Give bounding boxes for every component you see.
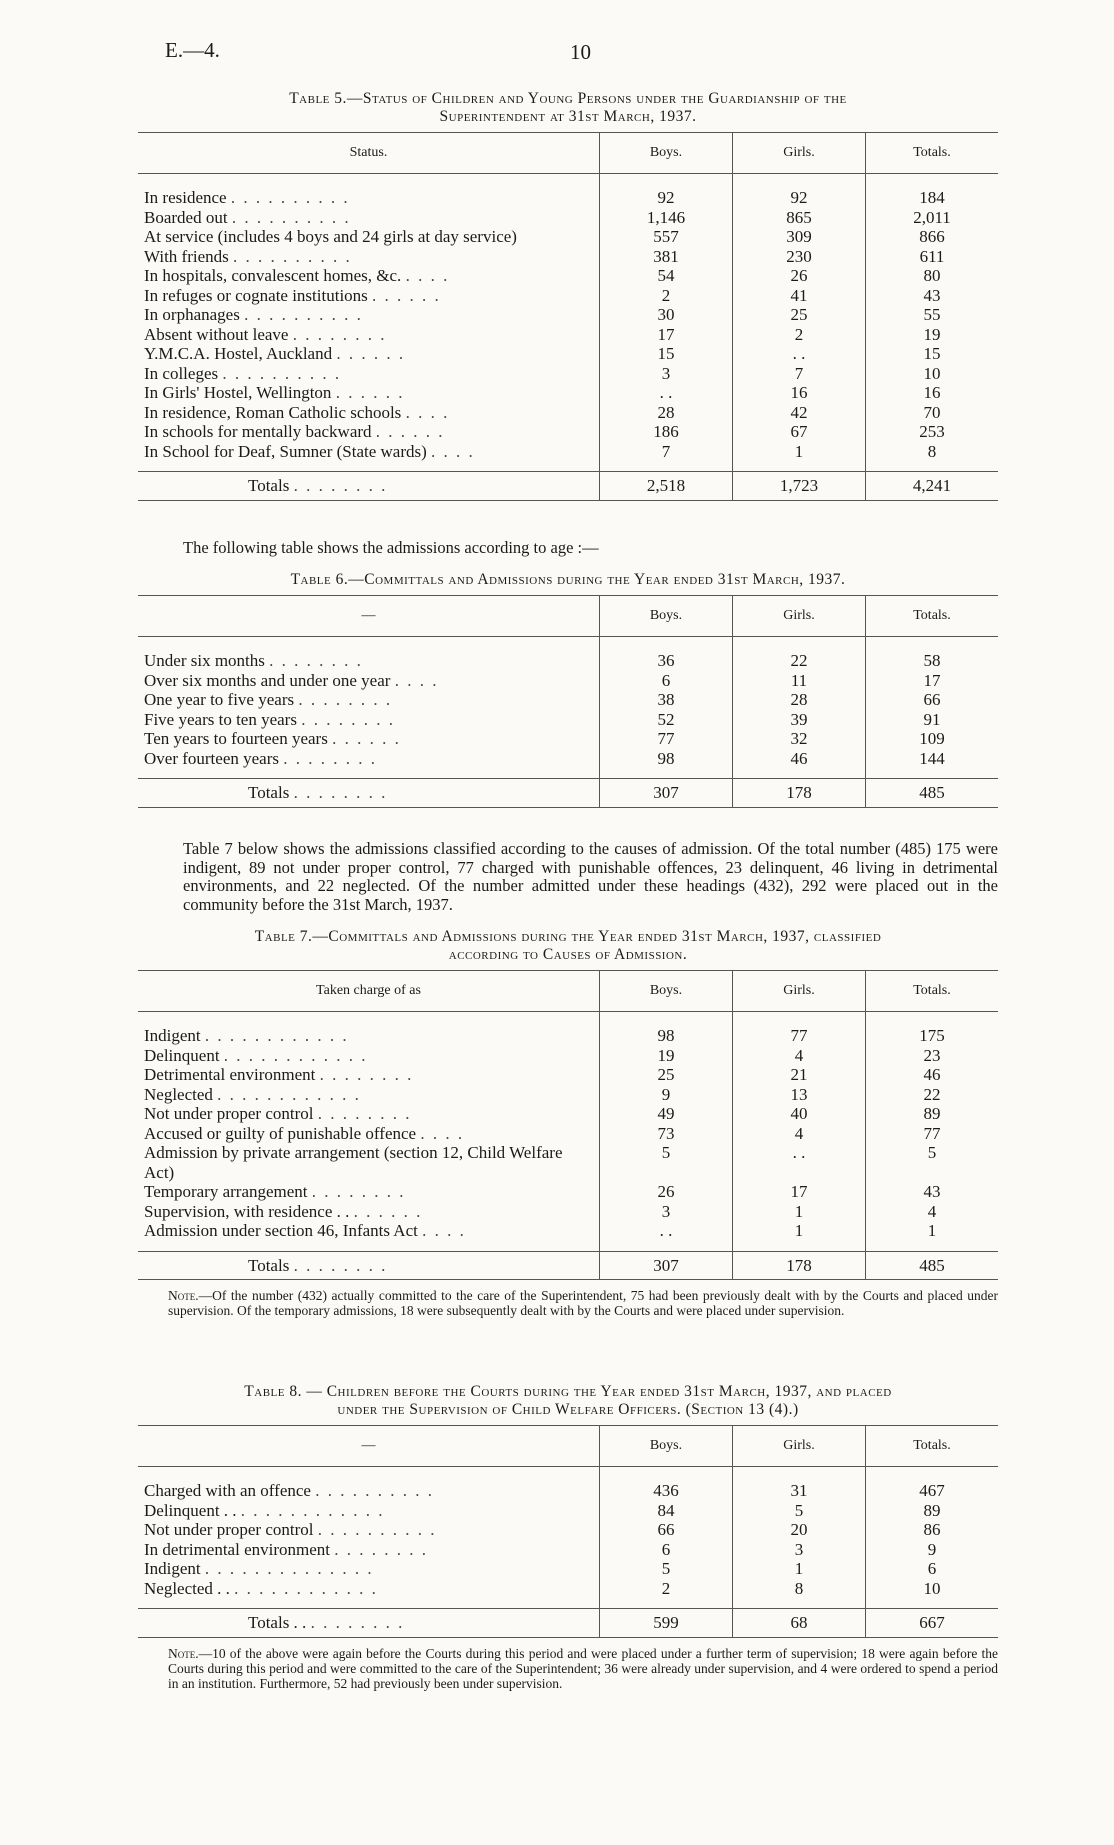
- table-row: [138, 1579, 998, 1609]
- boys-cell: 28: [600, 403, 733, 423]
- table-7-note: Note.—Of the number (432) actually committed to the care of the Superintendent, 75 had been previously dealt with by the Courts and placed under supervision. Of the temporary admissions, 18 were subsequently dealt with by the Courts and were placed under supervision.: [168, 1288, 998, 1318]
- row-label-cell: In residence . . . . . . . . . .: [144, 188, 350, 207]
- table-row: [138, 174, 998, 208]
- table-8-section: [138, 1383, 998, 1691]
- girls-cell: 41: [733, 286, 866, 306]
- leader-dots: . . . . . . . .: [293, 783, 388, 802]
- girls-cell: 7: [733, 364, 866, 384]
- row-label-cell: At service (includes 4 boys and 24 girls at day service): [144, 227, 517, 246]
- boys-cell: 381: [600, 247, 733, 267]
- leader-dots: . . . . . . . .: [293, 1255, 388, 1275]
- column-header: Boys.: [600, 1426, 733, 1467]
- row-label-cell: Admission under section 46, Infants Act . . . .: [144, 1221, 466, 1240]
- row-label-cell: Indigent . . . . . . . . . . . . . .: [144, 1559, 374, 1578]
- boys-cell: 1,146: [600, 208, 733, 228]
- table-8-note: Note.—10 of the above were again before the Courts during this period and were placed under a further term of supervision; 18 were again before the Courts during this period and were committed to the care of the Superintendent; 36 were already under supervision, and 4 were ordered to spend a period in an institution. Furthermore, 52 had previously been under supervision.: [168, 1645, 998, 1691]
- totals-cell: 19: [866, 325, 999, 345]
- boys-cell: 52: [600, 710, 733, 730]
- totals-cell: 77: [866, 1124, 999, 1144]
- leader-dots: . . . .: [422, 1221, 466, 1240]
- boys-total: 599: [600, 1609, 733, 1638]
- column-header: Boys.: [600, 596, 733, 637]
- leader-dots: . . . . . . . . . .: [222, 363, 342, 383]
- column-header: Totals.: [866, 133, 999, 174]
- table-row: [138, 1221, 998, 1251]
- girls-cell: 46: [733, 749, 866, 779]
- totals-cell: 89: [866, 1501, 999, 1521]
- page-number: 10: [570, 40, 591, 64]
- boys-cell: 54: [600, 266, 733, 286]
- leader-dots: . . . .: [405, 266, 450, 285]
- row-label-cell: Over fourteen years . . . . . . . .: [144, 748, 377, 768]
- leader-dots: . . . . . .: [353, 1201, 423, 1221]
- boys-cell: 2: [600, 1579, 733, 1609]
- table-5-caption: Table 5.—Status of Children and Young Persons under the Guardianship of the Superintendent at 31st March, 1937.: [289, 90, 847, 125]
- table-header-row: [138, 971, 998, 1012]
- row-label-cell: Not under proper control . . . . . . . .: [144, 1104, 412, 1123]
- boys-cell: 66: [600, 1520, 733, 1540]
- table-5-section: [138, 90, 998, 501]
- boys-cell: 73: [600, 1124, 733, 1144]
- girls-cell: 32: [733, 729, 866, 749]
- girls-cell: 42: [733, 403, 866, 423]
- row-label-cell: In residence, Roman Catholic schools . . . .: [144, 402, 450, 422]
- row-label-cell: In refuges or cognate institutions . . . . . .: [144, 285, 441, 305]
- row-label-cell: Delinquent . . . . . . . . . . . .: [144, 1045, 368, 1065]
- row-label-cell: Over six months and under one year . . . .: [144, 670, 439, 690]
- table-row: [138, 305, 998, 325]
- boys-cell: 26: [600, 1182, 733, 1202]
- girls-cell: 1: [733, 1202, 866, 1222]
- row-label-cell: With friends . . . . . . . . . .: [144, 246, 352, 266]
- table-row: [138, 1559, 998, 1579]
- grand-total: 667: [866, 1609, 999, 1638]
- boys-cell: . .: [600, 383, 733, 403]
- table-5: [138, 132, 998, 501]
- table-row: [138, 1085, 998, 1105]
- totals-label-cell: Totals . . . . . . . .: [138, 472, 600, 501]
- girls-cell: 26: [733, 266, 866, 286]
- totals-cell: 10: [866, 364, 999, 384]
- totals-cell: 611: [866, 247, 999, 267]
- row-label-cell: In Girls' Hostel, Wellington . . . . . .: [144, 383, 405, 402]
- boys-cell: 98: [600, 749, 733, 779]
- leader-dots: . . . . . . . .: [311, 1182, 406, 1201]
- girls-cell: . .: [733, 1143, 866, 1182]
- table-row: [138, 403, 998, 423]
- girls-cell: 21: [733, 1065, 866, 1085]
- table-row: [138, 1202, 998, 1222]
- column-header: Totals.: [866, 1426, 999, 1467]
- column-header: Girls.: [733, 971, 866, 1012]
- leader-dots: . . . . . .: [372, 285, 441, 305]
- boys-cell: 30: [600, 305, 733, 325]
- row-label-cell: Detrimental environment . . . . . . . .: [144, 1065, 414, 1084]
- totals-cell: 91: [866, 710, 999, 730]
- table-row: [138, 266, 998, 286]
- leader-dots: . . . . . . . . . .: [317, 1520, 437, 1539]
- column-header: Boys.: [600, 133, 733, 174]
- boys-total: 307: [600, 779, 733, 808]
- boys-cell: 186: [600, 422, 733, 442]
- girls-cell: 2: [733, 325, 866, 345]
- row-label-cell: Charged with an offence . . . . . . . . . .: [144, 1481, 434, 1500]
- boys-cell: 84: [600, 1501, 733, 1521]
- girls-cell: 865: [733, 208, 866, 228]
- girls-cell: 40: [733, 1104, 866, 1124]
- row-label-cell: Delinquent . . . . . . . . . . . . . .: [144, 1500, 385, 1520]
- column-header: —: [138, 1426, 600, 1467]
- girls-cell: 67: [733, 422, 866, 442]
- leader-dots: . . . . . .: [336, 344, 406, 363]
- column-header: Totals.: [866, 596, 999, 637]
- table-row: [138, 1501, 998, 1521]
- column-header: Totals.: [866, 971, 999, 1012]
- row-label-cell: Y.M.C.A. Hostel, Auckland . . . . . .: [144, 344, 406, 363]
- table-row: [138, 344, 998, 364]
- table-row: [138, 671, 998, 691]
- column-header: Girls.: [733, 596, 866, 637]
- table-row: [138, 1182, 998, 1202]
- totals-cell: 43: [866, 1182, 999, 1202]
- row-label-cell: Supervision, with residence . . . . . . . .: [144, 1201, 423, 1221]
- girls-cell: 17: [733, 1182, 866, 1202]
- totals-cell: 866: [866, 227, 999, 247]
- table-7-caption: Table 7.—Committals and Admissions during the Year ended 31st March, 1937, classified according to Causes of Admission.: [254, 928, 882, 963]
- girls-cell: 1: [733, 1559, 866, 1579]
- table-7-paragraph: Table 7 below shows the admissions classified according to the causes of admission. Of the total number (485) 175 were indigent, 89 not under proper control, 77 charged with punishable offences, 23 delinquent, 46 living in detrimental environments, and 22 neglected. Of the number admitted under these headings (432), 292 were placed out in the community before the 31st March, 1937.: [183, 839, 998, 914]
- girls-cell: 92: [733, 174, 866, 208]
- boys-cell: . .: [600, 1221, 733, 1251]
- leader-dots: . . . . . . . .: [283, 748, 377, 768]
- row-label-cell: One year to five years . . . . . . . .: [144, 690, 393, 709]
- table-row: [138, 1104, 998, 1124]
- table-6: [138, 595, 998, 808]
- girls-cell: 31: [733, 1467, 866, 1501]
- boys-cell: 36: [600, 637, 733, 671]
- girls-cell: 309: [733, 227, 866, 247]
- girls-cell: 4: [733, 1124, 866, 1144]
- boys-cell: 77: [600, 729, 733, 749]
- column-header: Girls.: [733, 1426, 866, 1467]
- totals-cell: 1: [866, 1221, 999, 1251]
- row-label-cell: Ten years to fourteen years . . . . . .: [144, 729, 401, 748]
- boys-cell: 2: [600, 286, 733, 306]
- leader-dots: . . . . . . . .: [269, 651, 363, 670]
- table-7-section: [138, 928, 998, 1318]
- leader-dots: . . . .: [405, 402, 450, 422]
- table-row: [138, 1012, 998, 1046]
- leader-dots: . . . . . . . .: [293, 476, 388, 495]
- totals-cell: 16: [866, 383, 999, 403]
- totals-cell: 175: [866, 1012, 999, 1046]
- leader-dots: . . . . . . . . . . . . . .: [204, 1559, 374, 1578]
- leader-dots: . . . . . . . . . . . .: [234, 1578, 378, 1598]
- girls-cell: 13: [733, 1085, 866, 1105]
- row-label-cell: Admission by private arrangement (section 12, Child Welfare Act): [144, 1143, 563, 1182]
- totals-cell: 253: [866, 422, 999, 442]
- totals-cell: 43: [866, 286, 999, 306]
- girls-total: 68: [733, 1609, 866, 1638]
- table-row: [138, 364, 998, 384]
- row-label-cell: In colleges . . . . . . . . . .: [144, 363, 342, 383]
- row-label-cell: In School for Deaf, Sumner (State wards) . . . .: [144, 441, 475, 461]
- boys-cell: 25: [600, 1065, 733, 1085]
- table-row: [138, 710, 998, 730]
- column-header: Girls.: [733, 133, 866, 174]
- totals-cell: 8: [866, 442, 999, 472]
- totals-cell: 10: [866, 1579, 999, 1609]
- boys-cell: 6: [600, 671, 733, 691]
- boys-cell: 19: [600, 1046, 733, 1066]
- table-row: [138, 637, 998, 671]
- totals-cell: 184: [866, 174, 999, 208]
- boys-cell: 3: [600, 364, 733, 384]
- row-label-cell: Neglected . . . . . . . . . . . . . .: [144, 1578, 378, 1598]
- totals-label-cell: Totals . . . . . . . .: [138, 779, 600, 808]
- table-row: [138, 383, 998, 403]
- girls-cell: 39: [733, 710, 866, 730]
- row-label-cell: Indigent . . . . . . . . . . . .: [144, 1026, 349, 1045]
- leader-dots: . . . . . . . .: [319, 1065, 414, 1084]
- table-row: [138, 442, 998, 472]
- table-row: [138, 749, 998, 779]
- girls-cell: 77: [733, 1012, 866, 1046]
- leader-dots: . . . . . . . .: [298, 690, 393, 709]
- boys-cell: 5: [600, 1143, 733, 1182]
- column-header: Taken charge of as: [138, 971, 600, 1012]
- girls-cell: 1: [733, 1221, 866, 1251]
- girls-cell: 3: [733, 1540, 866, 1560]
- totals-cell: 17: [866, 671, 999, 691]
- girls-cell: 22: [733, 637, 866, 671]
- boys-total: 2,518: [600, 472, 733, 501]
- boys-cell: 38: [600, 690, 733, 710]
- totals-cell: 2,011: [866, 208, 999, 228]
- totals-row: [138, 472, 998, 501]
- row-label-cell: In schools for mentally backward . . . . . .: [144, 422, 445, 441]
- table-row: [138, 1124, 998, 1144]
- column-header: Status.: [138, 133, 600, 174]
- table-7: [138, 970, 998, 1280]
- row-label-cell: In detrimental environment . . . . . . . .: [144, 1539, 428, 1559]
- totals-cell: 55: [866, 305, 999, 325]
- totals-cell: 15: [866, 344, 999, 364]
- leader-dots: . . . . . . . .: [317, 1104, 412, 1123]
- row-label-cell: Accused or guilty of punishable offence . . . .: [144, 1123, 465, 1143]
- table-row: [138, 227, 998, 247]
- row-label-cell: Under six months . . . . . . . .: [144, 651, 363, 670]
- table-6-caption: Table 6.—Committals and Admissions during the Year ended 31st March, 1937.: [290, 571, 846, 588]
- girls-cell: 20: [733, 1520, 866, 1540]
- table-header-row: [138, 1426, 998, 1467]
- girls-cell: 4: [733, 1046, 866, 1066]
- column-header: Boys.: [600, 971, 733, 1012]
- table-row: [138, 1520, 998, 1540]
- leader-dots: . . . . . . . . . .: [231, 207, 351, 227]
- table-row: [138, 1065, 998, 1085]
- boys-cell: 3: [600, 1202, 733, 1222]
- totals-cell: 109: [866, 729, 999, 749]
- girls-cell: 28: [733, 690, 866, 710]
- grand-total: 4,241: [866, 472, 999, 501]
- leader-dots: . . . . . . . . . .: [233, 246, 352, 266]
- row-label-cell: Neglected . . . . . . . . . . . .: [144, 1084, 361, 1104]
- girls-cell: 230: [733, 247, 866, 267]
- leader-dots: . . . .: [394, 670, 439, 690]
- boys-cell: 9: [600, 1085, 733, 1105]
- table-row: [138, 1143, 998, 1182]
- totals-row: [138, 1609, 998, 1638]
- boys-cell: 98: [600, 1012, 733, 1046]
- leader-dots: . . . . . . . .: [334, 1539, 428, 1559]
- column-header: —: [138, 596, 600, 637]
- page-reference: E.—4.: [165, 38, 220, 62]
- totals-cell: 9: [866, 1540, 999, 1560]
- totals-row: [138, 1251, 998, 1280]
- totals-cell: 22: [866, 1085, 999, 1105]
- leader-dots: . . . .: [420, 1123, 465, 1143]
- leader-dots: . . . . . . . . . . . .: [217, 1084, 361, 1104]
- totals-row: [138, 779, 998, 808]
- totals-cell: 23: [866, 1046, 999, 1066]
- table-row: [138, 422, 998, 442]
- leader-dots: . . . . . . . . . . . .: [240, 1500, 385, 1520]
- table-row: [138, 286, 998, 306]
- leader-dots: . . . . . . . .: [310, 1613, 405, 1632]
- totals-cell: 66: [866, 690, 999, 710]
- boys-cell: 92: [600, 174, 733, 208]
- totals-cell: 80: [866, 266, 999, 286]
- table-row: [138, 208, 998, 228]
- totals-cell: 46: [866, 1065, 999, 1085]
- boys-cell: 49: [600, 1104, 733, 1124]
- boys-cell: 557: [600, 227, 733, 247]
- row-label-cell: Boarded out . . . . . . . . . .: [144, 207, 351, 227]
- totals-cell: 5: [866, 1143, 999, 1182]
- row-label-cell: In orphanages . . . . . . . . . .: [144, 305, 363, 324]
- leader-dots: . . . . . . . . . . . .: [223, 1045, 368, 1065]
- table-row: [138, 690, 998, 710]
- row-label-cell: Not under proper control . . . . . . . . . .: [144, 1520, 437, 1539]
- totals-label-cell: Totals . . . . . . . . . .: [138, 1609, 600, 1638]
- leader-dots: . . . . . . . . . . . .: [204, 1026, 349, 1045]
- table-6-intro: The following table shows the admissions according to age :—: [183, 538, 599, 557]
- leader-dots: . . . .: [431, 441, 475, 461]
- table-8: [138, 1425, 998, 1638]
- table-8-caption: Table 8. — Children before the Courts during the Year ended 31st March, 1937, and placed under the Supervision of Child Welfare Officers. (Section 13 (4).): [244, 1383, 892, 1418]
- girls-total: 178: [733, 779, 866, 808]
- boys-cell: 436: [600, 1467, 733, 1501]
- table-row: [138, 1467, 998, 1501]
- totals-cell: 89: [866, 1104, 999, 1124]
- girls-total: 1,723: [733, 472, 866, 501]
- table-row: [138, 247, 998, 267]
- girls-cell: 16: [733, 383, 866, 403]
- boys-cell: 15: [600, 344, 733, 364]
- row-label-cell: Five years to ten years . . . . . . . .: [144, 709, 395, 729]
- table-row: [138, 729, 998, 749]
- table-header-row: [138, 133, 998, 174]
- leader-dots: . . . . . .: [332, 729, 401, 748]
- girls-cell: 5: [733, 1501, 866, 1521]
- table-row: [138, 1046, 998, 1066]
- totals-cell: 58: [866, 637, 999, 671]
- leader-dots: . . . . . .: [335, 383, 405, 402]
- leader-dots: . . . . . .: [375, 422, 445, 441]
- table-header-row: [138, 596, 998, 637]
- boys-cell: 5: [600, 1559, 733, 1579]
- row-label-cell: Absent without leave . . . . . . . .: [144, 324, 387, 344]
- totals-cell: 86: [866, 1520, 999, 1540]
- boys-cell: 6: [600, 1540, 733, 1560]
- girls-total: 178: [733, 1251, 866, 1280]
- table-row: [138, 1540, 998, 1560]
- totals-cell: 467: [866, 1467, 999, 1501]
- leader-dots: . . . . . . . .: [292, 324, 387, 344]
- row-label-cell: In hospitals, convalescent homes, &c. . . . .: [144, 266, 450, 285]
- boys-cell: 17: [600, 325, 733, 345]
- totals-cell: 4: [866, 1202, 999, 1222]
- girls-cell: 8: [733, 1579, 866, 1609]
- grand-total: 485: [866, 1251, 999, 1280]
- table-6-section: [138, 571, 998, 808]
- girls-cell: . .: [733, 344, 866, 364]
- girls-cell: 11: [733, 671, 866, 691]
- row-label-cell: Temporary arrangement . . . . . . . .: [144, 1182, 406, 1201]
- leader-dots: . . . . . . . . . .: [244, 305, 363, 324]
- grand-total: 485: [866, 779, 999, 808]
- totals-cell: 70: [866, 403, 999, 423]
- girls-cell: 1: [733, 442, 866, 472]
- table-row: [138, 325, 998, 345]
- leader-dots: . . . . . . . .: [301, 709, 395, 729]
- page-header: [165, 38, 1034, 68]
- boys-cell: 7: [600, 442, 733, 472]
- leader-dots: . . . . . . . . . .: [230, 188, 350, 207]
- girls-cell: 25: [733, 305, 866, 325]
- totals-cell: 6: [866, 1559, 999, 1579]
- totals-cell: 144: [866, 749, 999, 779]
- leader-dots: . . . . . . . . . .: [315, 1481, 434, 1500]
- totals-label-cell: Totals . . . . . . . .: [138, 1251, 600, 1280]
- boys-total: 307: [600, 1251, 733, 1280]
